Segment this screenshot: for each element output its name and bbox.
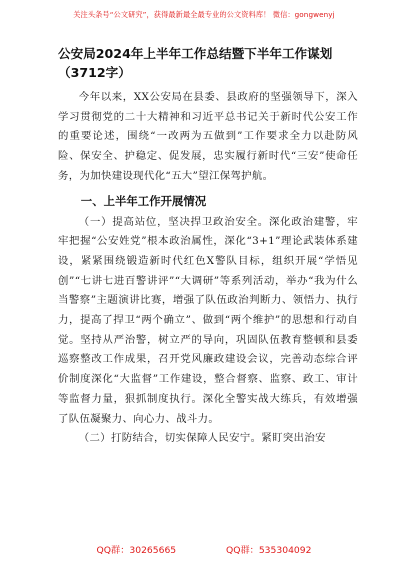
paragraph-public-safety: （二）打防结合，切实保障人民安宁。紧盯突出治安 — [78, 432, 326, 445]
qq-group-1: QQ群：30265665 — [96, 545, 177, 556]
intro-paragraph: 今年以来，XX公安局在县委、县政府的坚强领导下，深入学习贯彻党的二十大精神和习近平总书记关于新时代公安工作的重要论述，围绕“一改两为五做到”工作要求全力以赴防风险、保安全、护稳定、促发展，忠实履行新时代“三安”使命任务，为加快建设现代化“五大”望江保驾护航。 — [58, 91, 358, 182]
footer-qq-groups — [0, 542, 408, 556]
section-heading: 一、上半年工作开展情况 — [80, 193, 207, 208]
document-title: 公安局2024年上半年工作总结暨下半年工作谋划（3712字） — [58, 46, 333, 80]
header-banner: 关注头条号“公文研究”，获得最新最全最专业的公文资料库！ 微信：gongwenyj — [73, 10, 335, 19]
paragraph-political-security: （一）提高站位，坚决捍卫政治安全。深化政治建警，牢牢把握“公安姓党”根本政治属性，深化“3+1”理论武装体系建设，紧紧围绕锻造新时代红色X警队目标，组织开展“学悟见创”“七讲七进百警讲评”“大调研”等系列活动，举办“我为什么当警察”主题演讲比赛，增强了队伍政治判断力、领悟力、执行力，提高了捍卫“两个确立”、做到“两个维护”的思想和行动自觉。坚持从严治警，树立严的导向，巩固队伍教育整顿和县委巡察整改工作成果，召开党风廉政建设会议，完善动态综合评价制度深化“大监督”工作建设，整合督察、监察、政工、审计等监督力量，狠抓制度执行。深化全警实战大练兵，有效增强了队伍凝聚力、向心力、战斗力。 — [58, 215, 358, 425]
document-body — [58, 44, 358, 449]
qq-group-2: QQ群：535304092 — [226, 545, 312, 556]
